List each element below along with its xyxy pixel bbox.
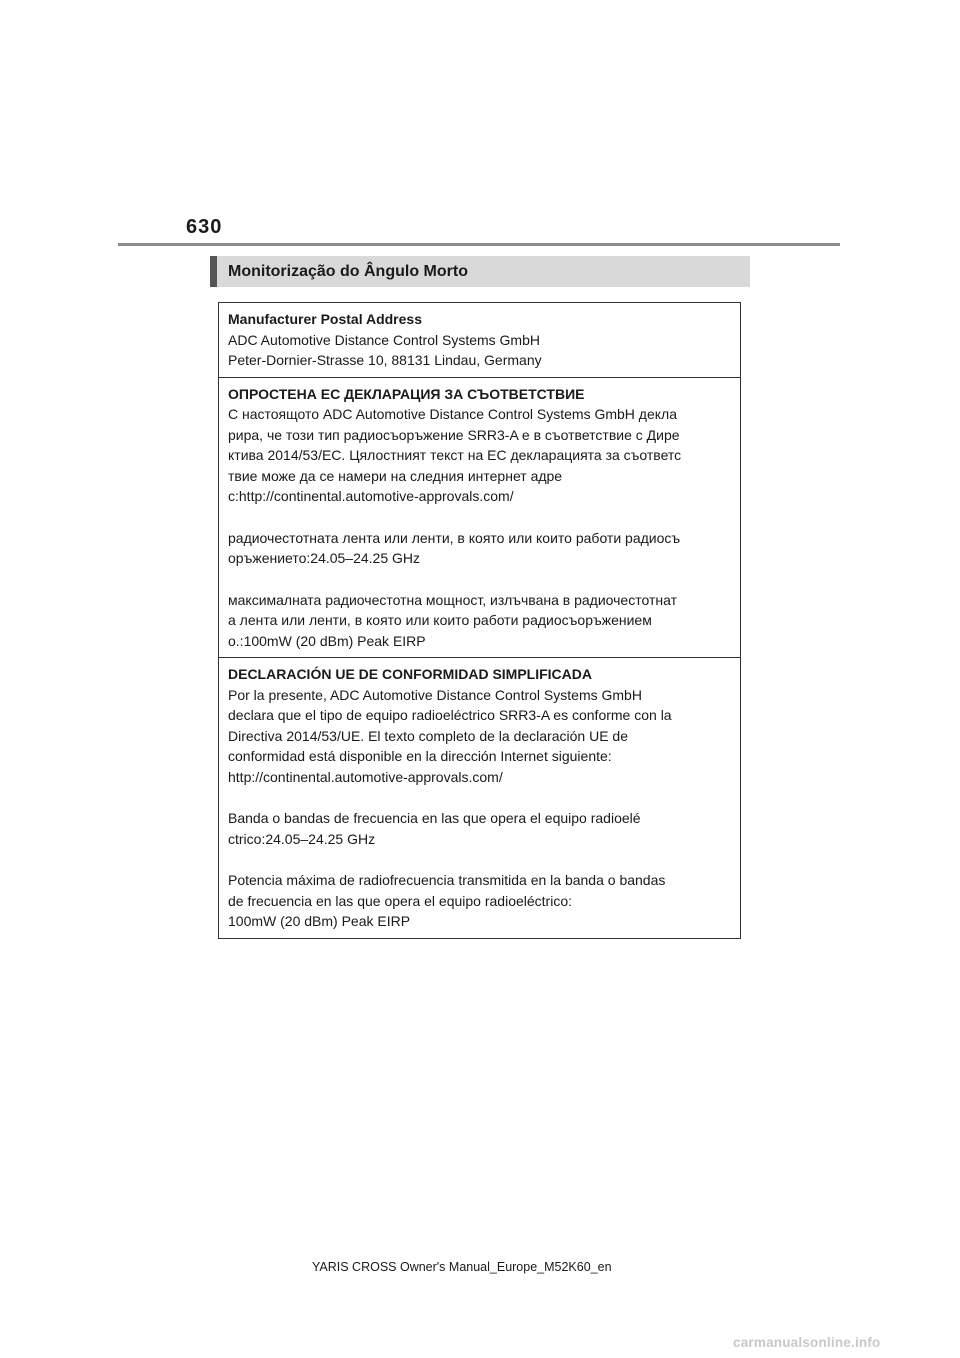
spanish-power-line: 100mW (20 dBm) Peak EIRP: [228, 913, 411, 929]
spanish-frequency-line: ctrico:24.05–24.25 GHz: [228, 830, 376, 847]
bulgarian-frequency-line: радиочестотната лента или ленти, в която или които работи радиосъ: [228, 529, 681, 546]
header-rule: [118, 243, 840, 246]
bulgarian-text-line: С настоящото ADC Automotive Distance Control Systems GmbH декла: [228, 406, 677, 422]
paragraph-gap: [228, 787, 731, 808]
bulgarian-text-line: с:http://continental.automotive-approvals.com/: [228, 488, 514, 504]
spanish-declaration-section: [219, 658, 740, 938]
spanish-frequency-line: Banda o bandas de frecuencia en las que opera el equipo radioelé: [228, 810, 641, 826]
bulgarian-text-line: рира, че този тип радиосъоръжение SRR3-A е в съответствие с Дире: [228, 426, 680, 443]
bulgarian-heading: ОПРОСТЕНА ЕС ДЕКЛАРАЦИЯ ЗА СЪОТВЕТСТВИЕ: [228, 385, 585, 402]
spanish-power-line: de frecuencia en las que opera el equipo radioeléctrico:: [228, 892, 573, 909]
manufacturer-section: [219, 303, 740, 378]
section-header: [210, 256, 750, 287]
declaration-box: [218, 302, 741, 939]
bulgarian-frequency-line: оръжението:24.05–24.25 GHz: [228, 550, 421, 566]
spanish-text-line: declara que el tipo de equipo radioeléctrico SRR3-A es conforme con la: [228, 707, 672, 723]
paragraph-gap: [228, 507, 731, 528]
bulgarian-power-line: максималната радиочестотна мощност, излъчвана в радиочестотнат: [228, 591, 677, 608]
spanish-power-line: Potencia máxima de radiofrecuencia transmitida en la banda o bandas: [228, 872, 666, 888]
page-footer: YARIS CROSS Owner's Manual_Europe_M52K60_en: [312, 1260, 612, 1274]
manufacturer-heading: Manufacturer Postal Address: [228, 311, 422, 327]
paragraph-gap: [228, 569, 731, 590]
manufacturer-line: ADC Automotive Distance Control Systems GmbH: [228, 331, 540, 348]
section-title: Monitorização do Ângulo Morto: [228, 262, 468, 280]
bulgarian-power-line: а лента или ленти, в която или които работи радиосъоръжением: [228, 612, 652, 628]
spanish-text-line: http://continental.automotive-approvals.com/: [228, 768, 503, 785]
spanish-text-line: Por la presente, ADC Automotive Distance Control Systems GmbH: [228, 686, 642, 703]
bulgarian-text-line: твие може да се намери на следния интернет адре: [228, 467, 563, 484]
spanish-text-line: Directiva 2014/53/UE. El texto completo de la declaración UE de: [228, 727, 628, 744]
watermark-text: carmanualsonline.info: [733, 1335, 881, 1350]
bulgarian-text-line: ктива 2014/53/ЕС. Цялостният текст на ЕС декларацията за съответс: [228, 447, 682, 463]
spanish-text-line: conformidad está disponible en la dirección Internet siguiente:: [228, 748, 612, 764]
bulgarian-declaration-section: [219, 378, 740, 659]
spanish-heading: DECLARACIÓN UE DE CONFORMIDAD SIMPLIFICADA: [228, 666, 592, 682]
paragraph-gap: [228, 849, 731, 870]
bulgarian-power-line: о.:100mW (20 dBm) Peak EIRP: [228, 632, 426, 649]
page-number: 630: [186, 216, 223, 238]
manufacturer-line: Peter-Dornier-Strasse 10, 88131 Lindau, Germany: [228, 352, 542, 368]
